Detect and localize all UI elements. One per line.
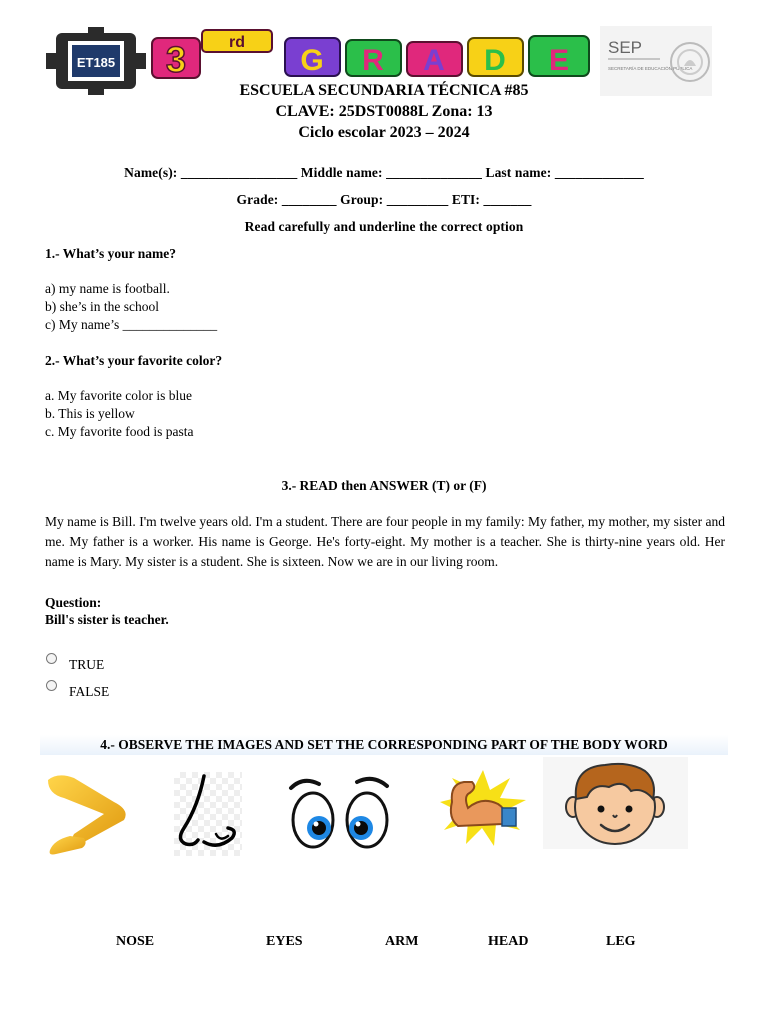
question-2-option-a[interactable]: a. My favorite color is blue [45, 388, 192, 403]
false-label[interactable]: FALSE [69, 684, 110, 699]
word-nose[interactable]: NOSE [116, 934, 155, 949]
word-head[interactable]: HEAD [488, 934, 529, 949]
grade-letter-a: A [423, 44, 445, 77]
grade-letter-e: E [548, 44, 570, 77]
school-logo-text: ET185 [76, 55, 116, 70]
grade-number: 3 [165, 39, 187, 80]
question-2-option-c[interactable]: c. My favorite food is pasta [45, 424, 194, 439]
arm-image [438, 768, 528, 848]
grade-banner [150, 28, 596, 80]
leg-image [44, 772, 132, 856]
grade-letter-d: D [484, 44, 506, 77]
nose-image [174, 772, 242, 856]
question-1-option-b[interactable]: b) she’s in the school [45, 299, 159, 314]
school-clave: CLAVE: 25DST0088L Zona: 13 [275, 103, 493, 120]
grade-letter-r: R [362, 44, 384, 77]
word-leg[interactable]: LEG [606, 934, 636, 949]
sep-logo-text: SEP [608, 38, 643, 57]
grade-letter-g: G [300, 44, 324, 77]
question-3-title: 3.- READ then ANSWER (T) or (F) [281, 478, 487, 493]
question-2-option-b[interactable]: b. This is yellow [45, 406, 135, 421]
question-1-option-a[interactable]: a) my name is football. [45, 281, 170, 296]
eyes-image [285, 772, 395, 852]
true-label[interactable]: TRUE [69, 657, 105, 672]
instructions: Read carefully and underline the correct option [244, 219, 524, 234]
student-grade-fields[interactable]: Grade: ________ Group: _________ ETI: _______ [236, 192, 532, 207]
question-2-title: 2.- What’s your favorite color? [45, 353, 223, 368]
question-label: Question: [45, 595, 102, 610]
sep-logo-subtitle: SECRETARÍA DE EDUCACIÓN PÚBLICA [608, 66, 693, 71]
question-1-option-c[interactable]: c) My name’s ______________ [45, 317, 218, 332]
word-eyes[interactable]: EYES [266, 934, 303, 949]
word-arm[interactable]: ARM [385, 934, 419, 949]
question-4-title: 4.- OBSERVE THE IMAGES AND SET THE CORRESPONDING PART OF THE BODY WORD [40, 735, 728, 755]
head-image [543, 757, 688, 849]
question-1-title: 1.- What’s your name? [45, 246, 177, 261]
false-radio[interactable] [46, 680, 57, 691]
true-radio[interactable] [46, 653, 57, 664]
student-name-fields[interactable]: Name(s): _________________ Middle name: ______________ Last name: _____________ [124, 165, 644, 180]
question-statement: Bill's sister is teacher. [45, 612, 169, 627]
grade-suffix: rd [229, 34, 245, 51]
reading-passage: My name is Bill. I'm twelve years old. I'm a student. There are four people in my family: My father, my mother, my sister and me. My father is a worker. His name is George. He's forty-eight. My mother is a teacher. She is thirty-nine years old. Her name is Mary. My sister is a student. She is sixteen. Now we are in our living room. [45, 514, 725, 569]
school-cycle: Ciclo escolar 2023 – 2024 [298, 124, 470, 141]
school-name: ESCUELA SECUNDARIA TÉCNICA #85 [239, 82, 529, 99]
